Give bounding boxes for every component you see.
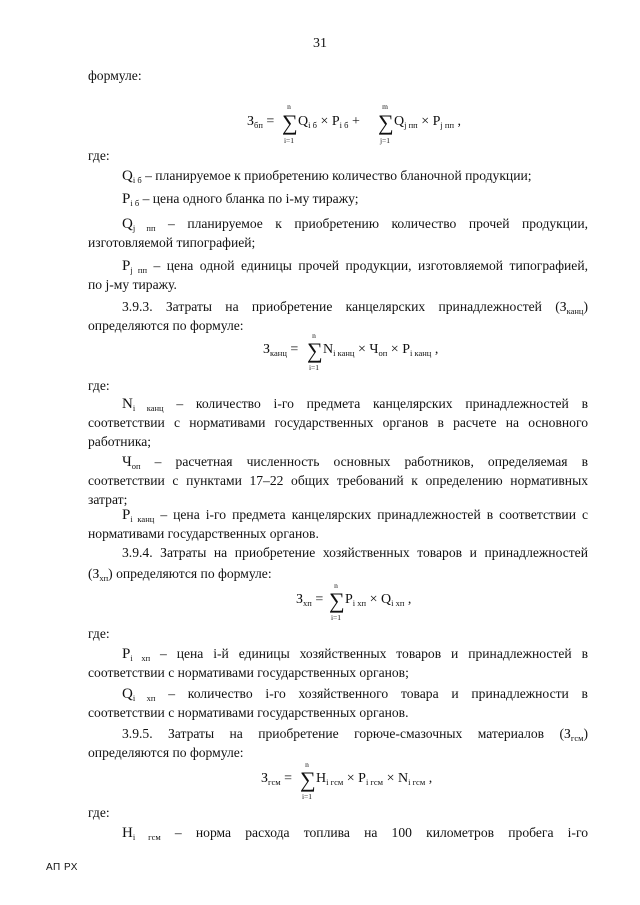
definition-ch-workers: $Ч_{оп}$ – расчетная численность основных работников, определяемая в [122, 454, 588, 471]
text-line: – цена i-й единицы хозяйственных товаров и принадлежностей в [160, 646, 588, 661]
text-line: определяются по формуле: [88, 318, 244, 333]
page-number: 31 [313, 36, 327, 51]
text-line: где: [88, 148, 110, 163]
text-line: работника; [88, 434, 152, 449]
text-line: где: [88, 805, 110, 820]
text-line: формуле: [88, 68, 142, 83]
text-line: 3.9.5. Затраты на приобретение горюче-смазочных материалов ( [122, 726, 565, 741]
text-line: – количество i-го хозяйственного товара и принадлежности в [168, 686, 588, 701]
definition-p-stationery: $P_{i канц}$ – цена i-го предмета канцелярских принадлежностей в соответствии с [122, 507, 589, 524]
text-line: – количество i-го предмета канцелярских принадлежностей в [176, 396, 588, 411]
text-line: – норма расхода топлива на 100 километров пробега i-го [174, 825, 588, 840]
text-line: соответствии с нормативами государственных органов в расчете на основного [88, 415, 588, 430]
formula-blank-products: $З_{бп}$ = n ∑ i=1 $Q_{i б} \times P_{i б}$ + m ∑ j=1 $Q_{j пп} \times P_{j пп}$ , [247, 102, 461, 145]
definition-p-household: $P_{i хп}$ – цена i-й единицы хозяйственных товаров и принадлежностей в [122, 646, 588, 663]
text-line: изготовляемой типографией; [88, 235, 256, 250]
text-line: 3.9.3. Затраты на приобретение канцелярских принадлежностей ( [122, 299, 560, 314]
definition-q-other: $Q_{j пп}$ – планируемое к приобретению количество прочей продукции, [122, 216, 589, 233]
text-line: затрат; [88, 492, 128, 507]
definition-p-other: $P_{j пп}$ – цена одной единицы прочей продукции, изготовляемой типографией, [122, 258, 588, 275]
text-line: ) определяются по формуле: [108, 566, 272, 581]
definition-q-household: $Q_{i хп}$ – количество i-го хозяйственного товара и принадлежности в [122, 686, 588, 703]
text-line: соответствии с нормативами государственных органов; [88, 665, 409, 680]
definition-q-blank: $Q_{i б}$ – планируемое к приобретению количество бланочной продукции; [122, 168, 532, 185]
text-line: где: [88, 378, 110, 393]
definition-h-fuel: $H_{i гсм}$ – норма расхода топлива на 100 километров пробега i-го [122, 825, 588, 842]
section-3-9-5: 3.9.5. Затраты на приобретение горюче-смазочных материалов $(З_{гсм})$ [122, 726, 588, 743]
text-line: – планируемое к приобретению количество прочей продукции, [168, 216, 589, 231]
section-3-9-4: 3.9.4. Затраты на приобретение хозяйственных товаров и принадлежностей [122, 545, 588, 560]
corner-mark: АП РХ [46, 862, 78, 873]
text-line: – цена одной единицы прочей продукции, изготовляемой типографией, [153, 258, 588, 273]
text-line: – расчетная численность основных работников, определяемая в [154, 454, 588, 469]
text-line: – цена i-го предмета канцелярских принадлежностей в соответствии с [160, 507, 589, 522]
section-3-9-3: 3.9.3. Затраты на приобретение канцелярских принадлежностей $(З_{канц})$ [122, 299, 588, 316]
text-line: соответствии с нормативами государственных органов. [88, 705, 409, 720]
text-line: нормативами государственных органов. [88, 526, 319, 541]
formula-stationery: $З_{канц}$ = n ∑ i=1 $N_{i канц} \times Ч_{оп} \times P_{i канц}$ , [263, 331, 439, 372]
text-line: по j-му тиражу. [88, 277, 177, 292]
definition-n-stationery: $N_{i канц}$ – количество i-го предмета канцелярских принадлежностей в [122, 396, 588, 413]
text-line: соответствии с пунктами 17–22 общих требований к определению нормативных [88, 473, 588, 488]
text-line: – цена одного бланка по i-му тиражу; [142, 191, 359, 206]
formula-fuel: $З_{гсм}$ = n ∑ i=1 $H_{i гсм} \times P_{i гсм} \times N_{i гсм}$ , [261, 760, 433, 801]
definition-p-blank: $P_{i б}$ – цена одного бланка по i-му тиражу; [122, 191, 359, 208]
text-line: – планируемое к приобретению количество бланочной продукции; [145, 168, 532, 183]
section-3-9-4-cont: $(З_{хп})$ определяются по формуле: [88, 566, 272, 583]
text-line: определяются по формуле: [88, 745, 244, 760]
text-line: где: [88, 626, 110, 641]
formula-household: $З_{хп}$ = n ∑ i=1 $P_{i хп} \times Q_{i хп}$ , [296, 581, 412, 622]
